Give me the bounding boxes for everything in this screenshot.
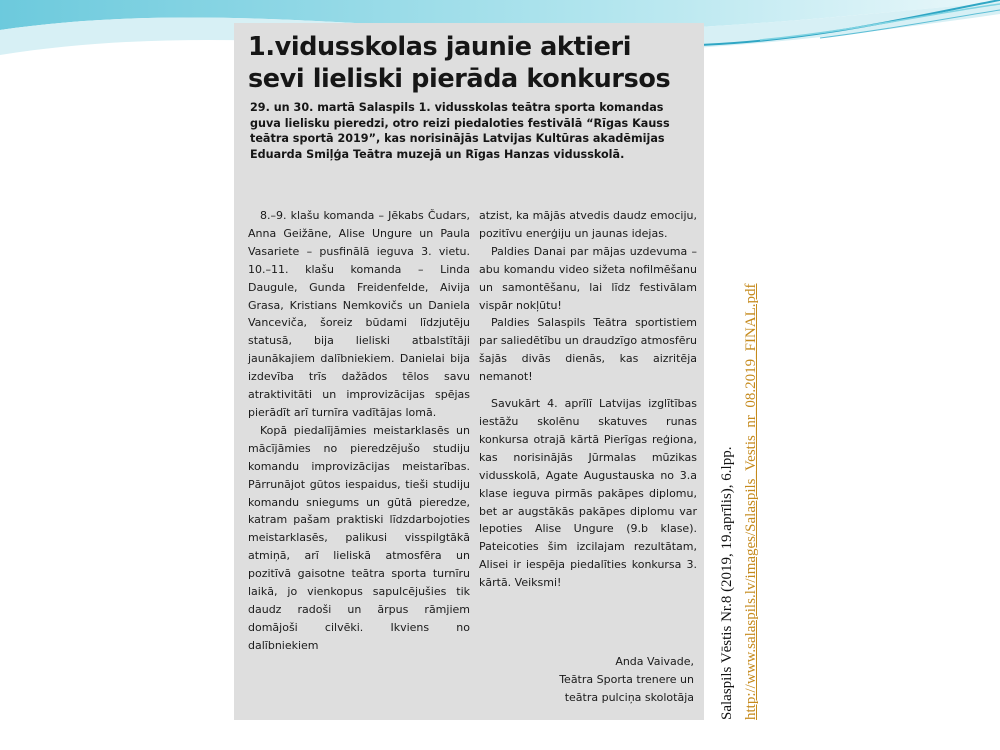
paragraph: atzist, ka mājās atvedis daudz emociju, pozitīvu enerģiju un jaunas idejas.: [479, 209, 697, 240]
source-caption: Salaspils Vēstis Nr.8 (2019, 19.aprīlis), 6.lpp.: [719, 446, 735, 720]
article-signature: [479, 653, 694, 707]
article-column-left: [248, 207, 470, 655]
signature-name: Anda Vaivade,: [615, 655, 694, 668]
source-link[interactable]: http://www.salaspils.lv/images/Salaspils_Vestis_nr_08.2019_FINAL.pdf: [743, 283, 759, 720]
paragraph: Savukārt 4. aprīlī Latvijas izglītības iestāžu skolēnu skatuves runas konkursa otrajā kārtā Pierīgas reģiona, kas norisinājās Jūrmalas mūzikas vidusskolā, Agate Augustauska no 3.a klase ieguva pirmās pakāpes diplomu, bet ar augstākās pakāpes diplomu var lepoties Alise Ungure (9.b klase). Pateicoties šim izcilajam rezultātam, Alisei ir iespēja piedalīties konkursa 3. kārtā. Veiksmi!: [479, 397, 697, 590]
signature-role: teātra pulciņa skolotāja: [564, 690, 694, 704]
article-column-right: [479, 207, 697, 592]
headline-line-1: 1.vidusskolas jaunie aktieri: [248, 32, 632, 62]
article-headline: [248, 31, 698, 95]
paragraph: Kopā piedalījāmies meistarklasēs un mācījāmies no pieredzējušo studiju komandu improvizācijas meistarības. Pārrunājot gūtos iespaidus, tieši studiju komandu sniegums un gūtā pieredze, katram pašam praktiski līdzdarbojoties meistarklasēs, palikusi visspilgtākā atmiņā, arī lieliskā atmosfēra un pozitīvā gaisotne teātra sporta turnīru laikā, jo vienkopus sapulcējušies tik daudz radoši un ārpus rāmjiem domājoši cilvēki. Ikviens no dalībniekiem: [248, 423, 470, 652]
article-lead: 29. un 30. martā Salaspils 1. vidusskolas teātra sporta komandas guva lielisku pieredzi, otro reizi piedaloties festivālā “Rīgas Kauss teātra sportā 2019”, kas norisinājās Latvijas Kultūras akadēmijas Eduarda Smiļģa Teātra muzejā un Rīgas Hanzas vidusskolā.: [250, 101, 670, 161]
headline-line-2: sevi lieliski pierāda konkursos: [248, 64, 671, 94]
source-citation: [717, 283, 761, 720]
paragraph: 8.–9. klašu komanda – Jēkabs Čudars, Anna Geižāne, Alise Ungure un Paula Vasariete – pusfinālā ieguva 3. vietu. 10.–11. klašu komanda – Linda Daugule, Gunda Freidenfelde, Aivija Grasa, Kristians Nemkovičs un Daniela Vancevičа, šoreiz būdami līdzjutēju statusā, bija lieliski atbalstītāji jaunākajiem dalībniekiem. Danielai bija izdevība trīs dažādos tēlos savu atraktivitāti un improvizācijas spējas pierādīt arī turnīra vadītājas lomā.: [248, 209, 470, 419]
signature-role: Teātra Sporta trenere un: [559, 672, 694, 686]
newspaper-clipping: [234, 23, 704, 720]
paragraph: Paldies Danai par mājas uzdevuma – abu komandu video sižeta nofilmēšanu un samontēšanu, lai līdz festivālam vispār nokļūtu!: [479, 244, 697, 312]
paragraph: Paldies Salaspils Teātra sportistiem par saliedētību un draudzīgo atmosfēru šajās divās dienās, kas aizritēja nemanot!: [479, 316, 697, 384]
